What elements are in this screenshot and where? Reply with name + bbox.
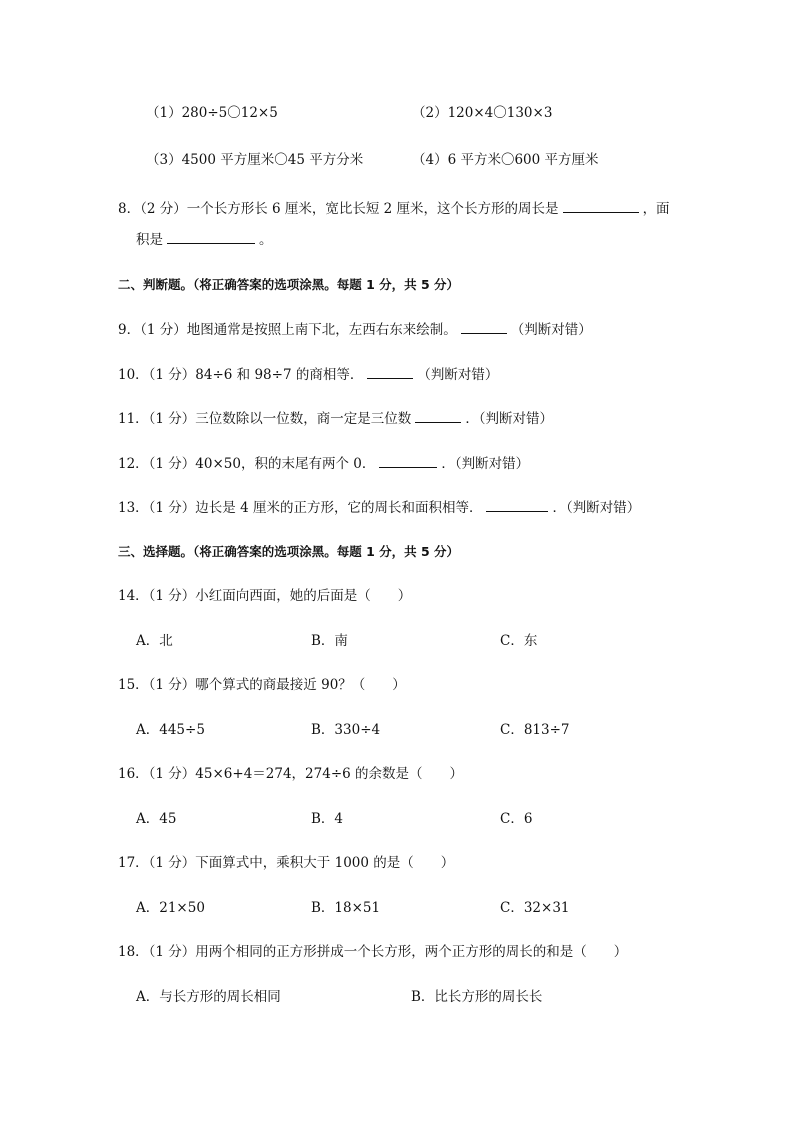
question-13 bbox=[118, 497, 640, 518]
question-14: 14．（1 分）小红面向西面，她的后面是（ ） bbox=[118, 588, 412, 604]
question-15: 15．（1 分）哪个算式的商最接近 90？（ ） bbox=[118, 677, 406, 693]
q15-option-b[interactable]: B．330÷4 bbox=[311, 722, 381, 738]
q16-option-b[interactable]: B．4 bbox=[311, 811, 344, 827]
answer-blank-q8-area[interactable] bbox=[167, 229, 255, 244]
question-8-text: 8．（2 分）一个长方形长 6 厘米，宽比长短 2 厘米，这个长方形的周长是 bbox=[118, 201, 559, 217]
answer-blank-q8-perimeter[interactable] bbox=[563, 198, 639, 213]
question-12 bbox=[118, 453, 529, 474]
q17-option-a[interactable]: A．21×50 bbox=[136, 900, 205, 916]
question-8-text-tail: ，面 bbox=[642, 201, 670, 217]
question-13-text: 13．（1 分）边长是 4 厘米的正方形，它的周长和面积相等． bbox=[118, 500, 483, 516]
answer-blank-q9[interactable] bbox=[461, 319, 507, 334]
answer-blank-q10[interactable] bbox=[367, 364, 413, 379]
section-2-heading: 二、判断题。（将正确答案的选项涂黑。每题 1 分，共 5 分） bbox=[118, 277, 460, 292]
q16-option-a[interactable]: A．45 bbox=[136, 811, 177, 827]
q17-option-c[interactable]: C．32×31 bbox=[500, 900, 570, 916]
question-9-text: 9．（1 分）地图通常是按照上南下北，左西右东来绘制。 bbox=[118, 322, 457, 338]
question-9 bbox=[118, 319, 592, 340]
q7-part-3: （3）4500 平方厘米〇45 平方分米 bbox=[146, 152, 364, 168]
q18-option-b[interactable]: B．比长方形的周长长 bbox=[411, 989, 543, 1005]
question-13-suffix: ．（判断对错） bbox=[552, 500, 641, 516]
q7-part-2: （2）120×4〇130×3 bbox=[412, 105, 553, 121]
question-9-suffix: （判断对错） bbox=[510, 322, 592, 338]
question-8-text-2: 积是 bbox=[136, 232, 163, 248]
q14-option-b[interactable]: B．南 bbox=[311, 633, 348, 649]
section-3-heading: 三、选择题。（将正确答案的选项涂黑。每题 1 分，共 5 分） bbox=[118, 544, 460, 559]
question-11 bbox=[118, 408, 553, 429]
question-12-text: 12．（1 分）40×50，积的末尾有两个 0． bbox=[118, 456, 376, 472]
q15-option-a[interactable]: A．445÷5 bbox=[136, 722, 205, 738]
question-11-text: 11．（1 分）三位数除以一位数，商一定是三位数 bbox=[118, 411, 412, 427]
question-10 bbox=[118, 364, 498, 385]
q7-part-4: （4）6 平方米〇600 平方厘米 bbox=[412, 152, 599, 168]
q16-option-c[interactable]: C．6 bbox=[500, 811, 533, 827]
question-10-text: 10．（1 分）84÷6 和 98÷7 的商相等． bbox=[118, 367, 364, 383]
question-8-line-1 bbox=[118, 198, 670, 219]
q18-option-a[interactable]: A．与长方形的周长相同 bbox=[136, 989, 281, 1005]
question-8-line-2 bbox=[136, 229, 273, 250]
question-18: 18．（1 分）用两个相同的正方形拼成一个长方形，两个正方形的周长的和是（ ） bbox=[118, 944, 628, 960]
answer-blank-q12[interactable] bbox=[379, 453, 437, 468]
answer-blank-q13[interactable] bbox=[486, 497, 548, 512]
q14-option-a[interactable]: A．北 bbox=[136, 633, 173, 649]
question-12-suffix: ．（判断对错） bbox=[441, 456, 530, 472]
question-11-suffix: ．（判断对错） bbox=[465, 411, 554, 427]
q15-option-c[interactable]: C．813÷7 bbox=[500, 722, 570, 738]
q17-option-b[interactable]: B．18×51 bbox=[311, 900, 381, 916]
question-17: 17．（1 分）下面算式中，乘积大于 1000 的是（ ） bbox=[118, 855, 455, 871]
question-8-end: 。 bbox=[259, 232, 273, 248]
q14-option-c[interactable]: C．东 bbox=[500, 633, 538, 649]
question-10-suffix: （判断对错） bbox=[417, 367, 499, 383]
answer-blank-q11[interactable] bbox=[415, 408, 461, 423]
q7-part-1: （1）280÷5〇12×5 bbox=[146, 105, 278, 121]
question-16: 16．（1 分）45×6+4＝274，274÷6 的余数是（ ） bbox=[118, 766, 464, 782]
